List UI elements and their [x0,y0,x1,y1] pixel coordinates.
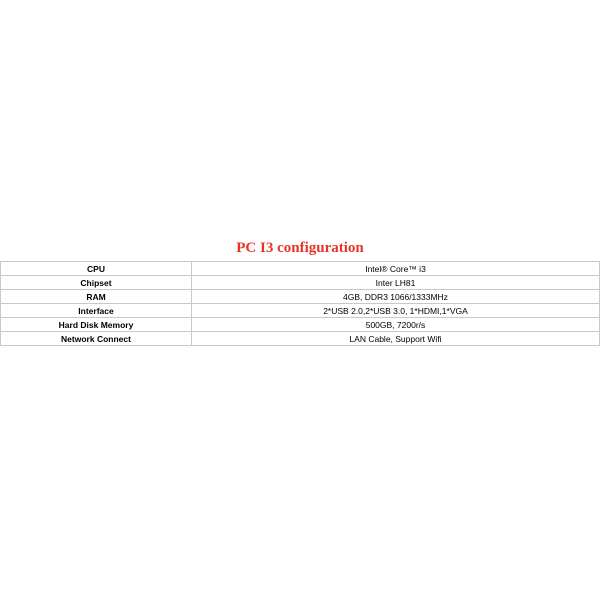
specification-block [0,238,600,346]
table-row [1,262,600,276]
spec-label-chipset: Chipset [1,276,192,290]
table-row [1,276,600,290]
table-row [1,304,600,318]
specification-table [0,261,600,346]
spec-value-chipset: Inter LH81 [192,276,600,290]
spec-value-hard-disk-memory: 500GB, 7200r/s [192,318,600,332]
table-row [1,332,600,346]
table-row [1,290,600,304]
spec-label-interface: Interface [1,304,192,318]
spec-value-ram: 4GB, DDR3 1066/1333MHz [192,290,600,304]
table-row [1,318,600,332]
spec-label-ram: RAM [1,290,192,304]
spec-value-cpu: Intel® Core™ i3 [192,262,600,276]
spec-value-interface: 2*USB 2.0,2*USB 3.0, 1*HDMI,1*VGA [192,304,600,318]
spec-value-network-connect: LAN Cable, Support Wifi [192,332,600,346]
spec-label-network-connect: Network Connect [1,332,192,346]
spec-label-cpu: CPU [1,262,192,276]
page-title: PC I3 configuration [236,240,364,256]
spec-label-hard-disk-memory: Hard Disk Memory [1,318,192,332]
